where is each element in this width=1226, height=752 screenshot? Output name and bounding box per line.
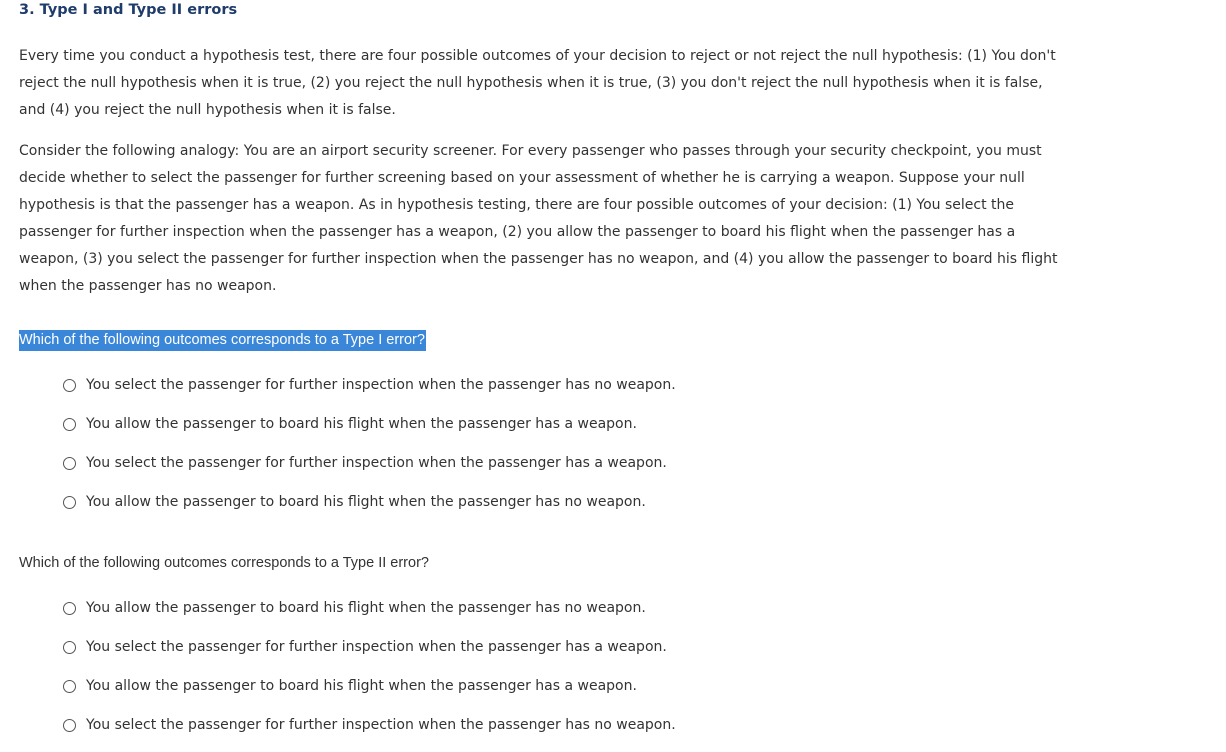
question-1-option-1[interactable] <box>63 373 676 412</box>
option-label: You allow the passenger to board his flight when the passenger has no weapon. <box>86 494 646 510</box>
section-title: 3. Type I and Type II errors <box>19 2 238 18</box>
option-label: You select the passenger for further inspection when the passenger has no weapon. <box>86 717 676 733</box>
question-2-option-1[interactable] <box>63 596 676 635</box>
option-label: You allow the passenger to board his flight when the passenger has a weapon. <box>86 416 637 432</box>
option-label: You allow the passenger to board his flight when the passenger has no weapon. <box>86 600 646 616</box>
question-1-option-2[interactable] <box>63 412 676 451</box>
question-1-option-3[interactable] <box>63 451 676 490</box>
question-1-options <box>63 373 676 529</box>
radio-button[interactable] <box>63 719 76 732</box>
question-2-options <box>63 596 676 752</box>
option-label: You select the passenger for further inspection when the passenger has a weapon. <box>86 455 667 471</box>
radio-button[interactable] <box>63 680 76 693</box>
radio-button[interactable] <box>63 457 76 470</box>
question-2-option-2[interactable] <box>63 635 676 674</box>
option-label: You select the passenger for further inspection when the passenger has a weapon. <box>86 639 667 655</box>
option-label: You select the passenger for further inspection when the passenger has no weapon. <box>86 377 676 393</box>
intro-paragraph-1: Every time you conduct a hypothesis test, there are four possible outcomes of your decision to reject or not reject the null hypothesis: (1) You don't reject the null hypothesis when it is true, (2) you reject the null hypothesis when it is true, (3) you don't reject the null hypothesis when it is false, and (4) you reject the null hypothesis when it is false. <box>19 48 1056 118</box>
question-2-prompt: Which of the following outcomes corresponds to a Type II error? <box>19 555 429 571</box>
radio-button[interactable] <box>63 379 76 392</box>
question-1-option-4[interactable] <box>63 490 676 529</box>
option-label: You allow the passenger to board his flight when the passenger has a weapon. <box>86 678 637 694</box>
radio-button[interactable] <box>63 602 76 615</box>
question-2-option-4[interactable] <box>63 713 676 752</box>
radio-button[interactable] <box>63 496 76 509</box>
question-2-option-3[interactable] <box>63 674 676 713</box>
radio-button[interactable] <box>63 641 76 654</box>
question-1-prompt <box>19 330 426 350</box>
radio-button[interactable] <box>63 418 76 431</box>
intro-paragraph-2: Consider the following analogy: You are an airport security screener. For every passenger who passes through your security checkpoint, you must decide whether to select the passenger for further screening based on your assessment of whether he is carrying a weapon. Suppose your null hypothesis is that the passenger has a weapon. As in hypothesis testing, there are four possible outcomes of your decision: (1) You select the passenger for further inspection when the passenger has a weapon, (2) you allow the passenger to board his flight when the passenger has a weapon, (3) you select the passenger for further inspection when the passenger has no weapon, and (4) you allow the passenger to board his flight when the passenger has no weapon. <box>19 143 1058 294</box>
selected-text-highlight: Which of the following outcomes corresponds to a Type I error? <box>19 330 426 351</box>
